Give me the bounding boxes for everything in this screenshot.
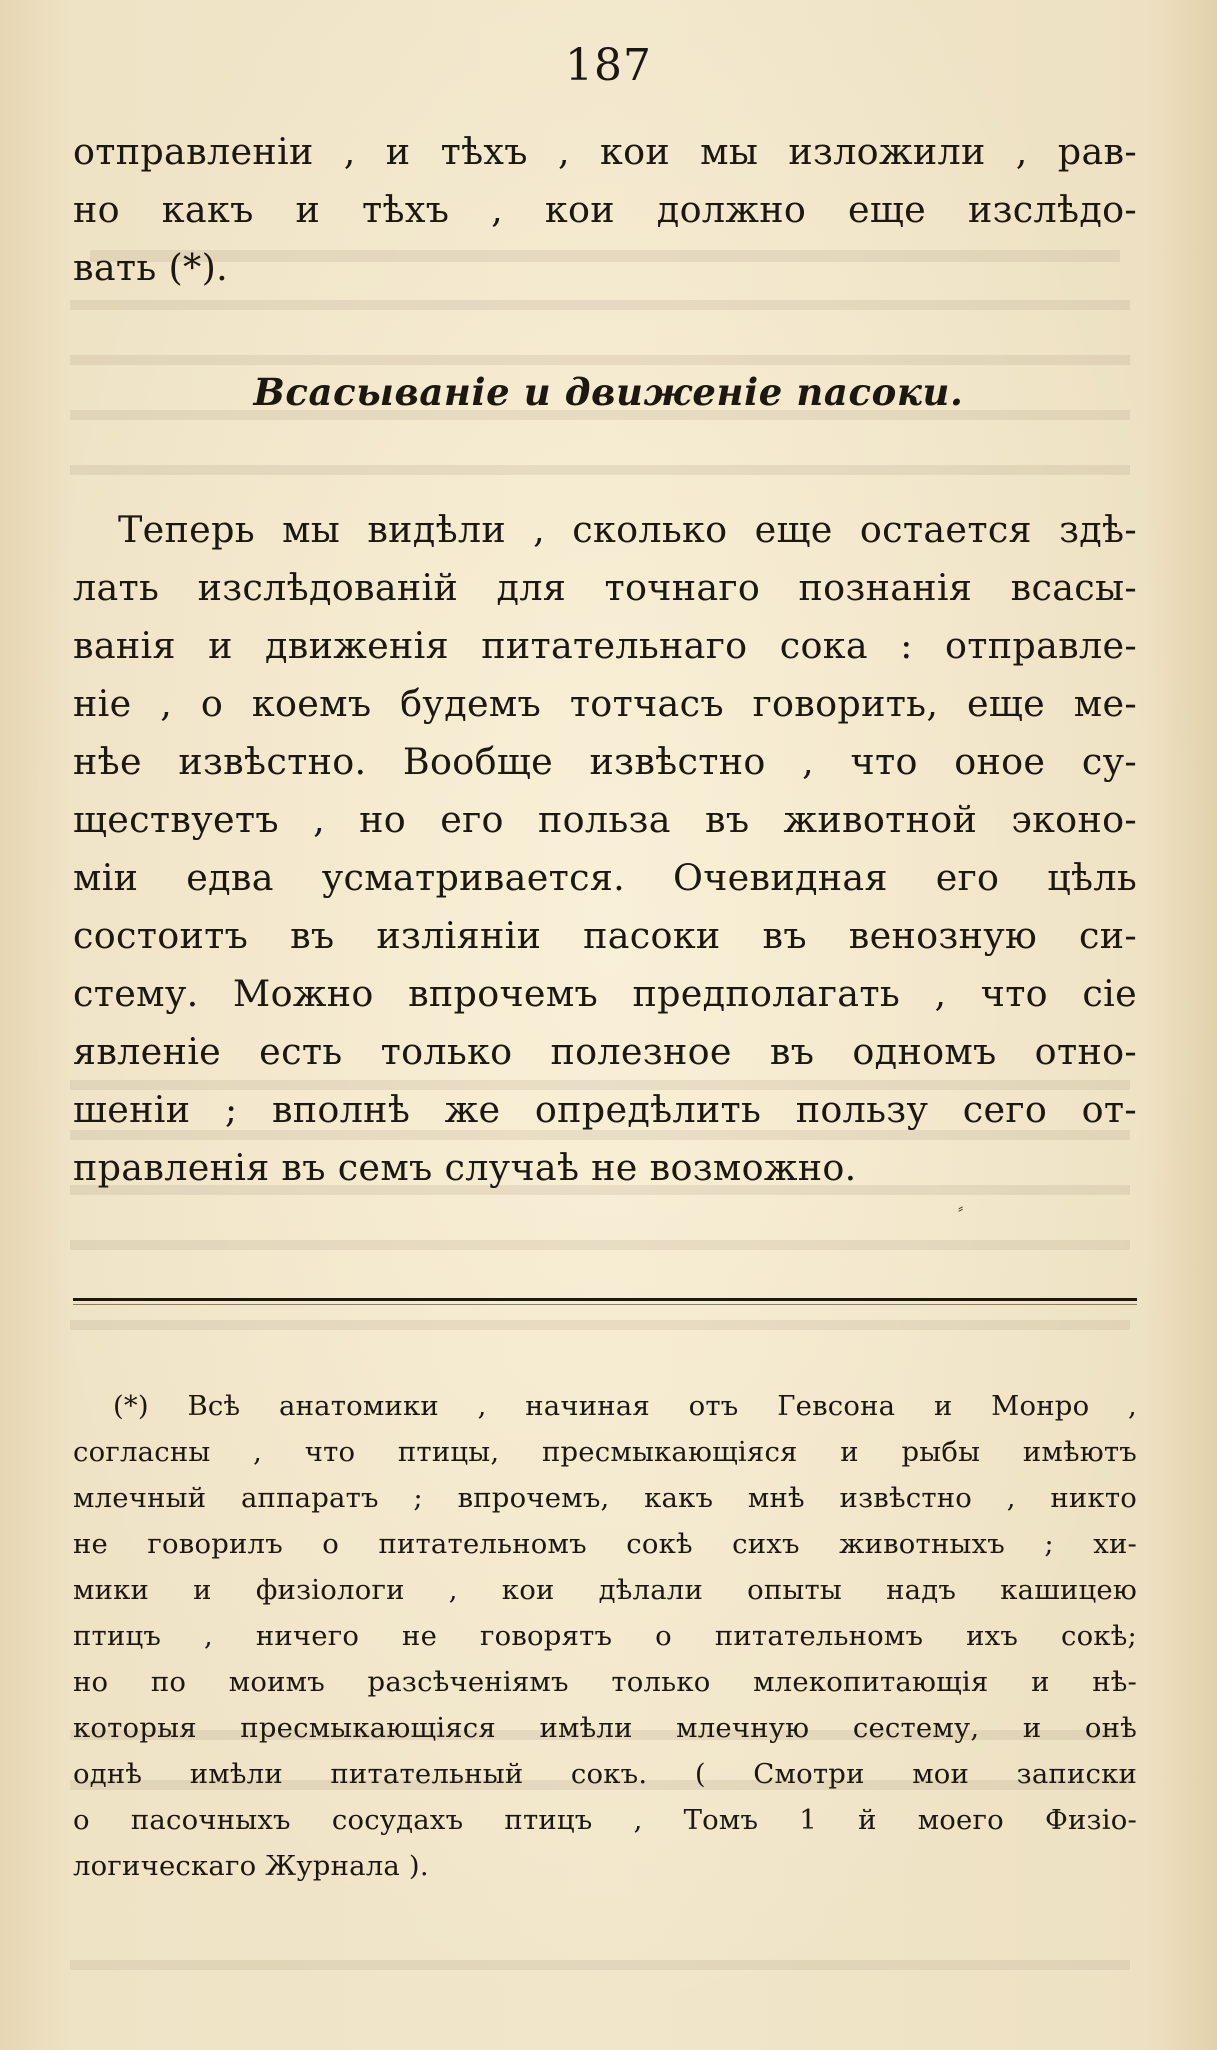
text-line: Теперь мы видѣли , сколько еще остается здѣ- [118,508,1137,551]
footnote-separator [73,1298,1137,1301]
text-line: ніе , о коемъ будемъ тотчасъ говорить, еще ме- [73,682,1137,725]
text-line: ванія и движенія питательнаго сока : отправле- [73,624,1137,667]
footnote-line: которыя пресмыкающіяся имѣли млечную сестему, и онѣ [73,1712,1137,1744]
text-line: состоитъ въ изліяніи пасоки въ венозную си- [73,914,1137,957]
text-line: міи едва усматривается. Очевидная его цѣль [73,856,1137,899]
text-line: вать (*). [73,246,229,289]
footnote-line: птицъ , ничего не говорятъ о питательномъ ихъ сокѣ; [73,1620,1137,1652]
text-line: стему. Можно впрочемъ предполагать , что сіе [73,972,1137,1015]
footnote-line: не говорилъ о питательномъ сокѣ сихъ животныхъ ; хи- [73,1528,1137,1560]
text-line: но какъ и тѣхъ , кои должно еще изслѣдо- [73,188,1137,231]
footnote-separator-shadow [73,1304,1137,1305]
text-line: шеніи ; вполнѣ же опредѣлить пользу сего от- [73,1088,1137,1131]
footnote-line: но по моимъ разсѣченіямъ только млекопитающія и нѣ- [73,1666,1137,1698]
section-heading: Всасываніе и движеніе пасоки. [253,370,964,414]
footnote-line: логическаго Журнала ). [73,1850,429,1882]
text-line: лать изслѣдованій для точнаго познанія всасы- [73,566,1137,609]
footnote-line: млечный аппаратъ ; впрочемъ, какъ мнѣ извѣстно , никто [73,1482,1137,1514]
footnote-line: мики и физіологи , кои дѣлали опыты надъ кашицею [73,1574,1137,1606]
text-line: отправленіи , и тѣхъ , кои мы изложили , рав- [73,130,1137,173]
text-line: нѣе извѣстно. Вообще извѣстно , что оное су- [73,740,1137,783]
footnote-line: согласны , что птицы, пресмыкающіяся и рыбы имѣютъ [73,1436,1137,1468]
footnote-line: о пасочныхъ сосудахъ птицъ , Томъ 1 й моего Физіо- [73,1804,1137,1836]
page-number: 187 [565,40,652,91]
text-line: ществуетъ , но его польза въ животной эконо- [73,798,1137,841]
text-line: правленія въ семъ случаѣ не возможно. [73,1146,857,1189]
text-line: явленіе есть только полезное въ одномъ отно- [73,1030,1137,1073]
ink-speck: ⸗ [958,1198,964,1217]
footnote-line: (*) Всѣ анатомики , начиная отъ Гевсона и Монро , [113,1390,1137,1422]
footnote-line: однѣ имѣли питательный сокъ. ( Смотри мои записки [73,1758,1137,1790]
